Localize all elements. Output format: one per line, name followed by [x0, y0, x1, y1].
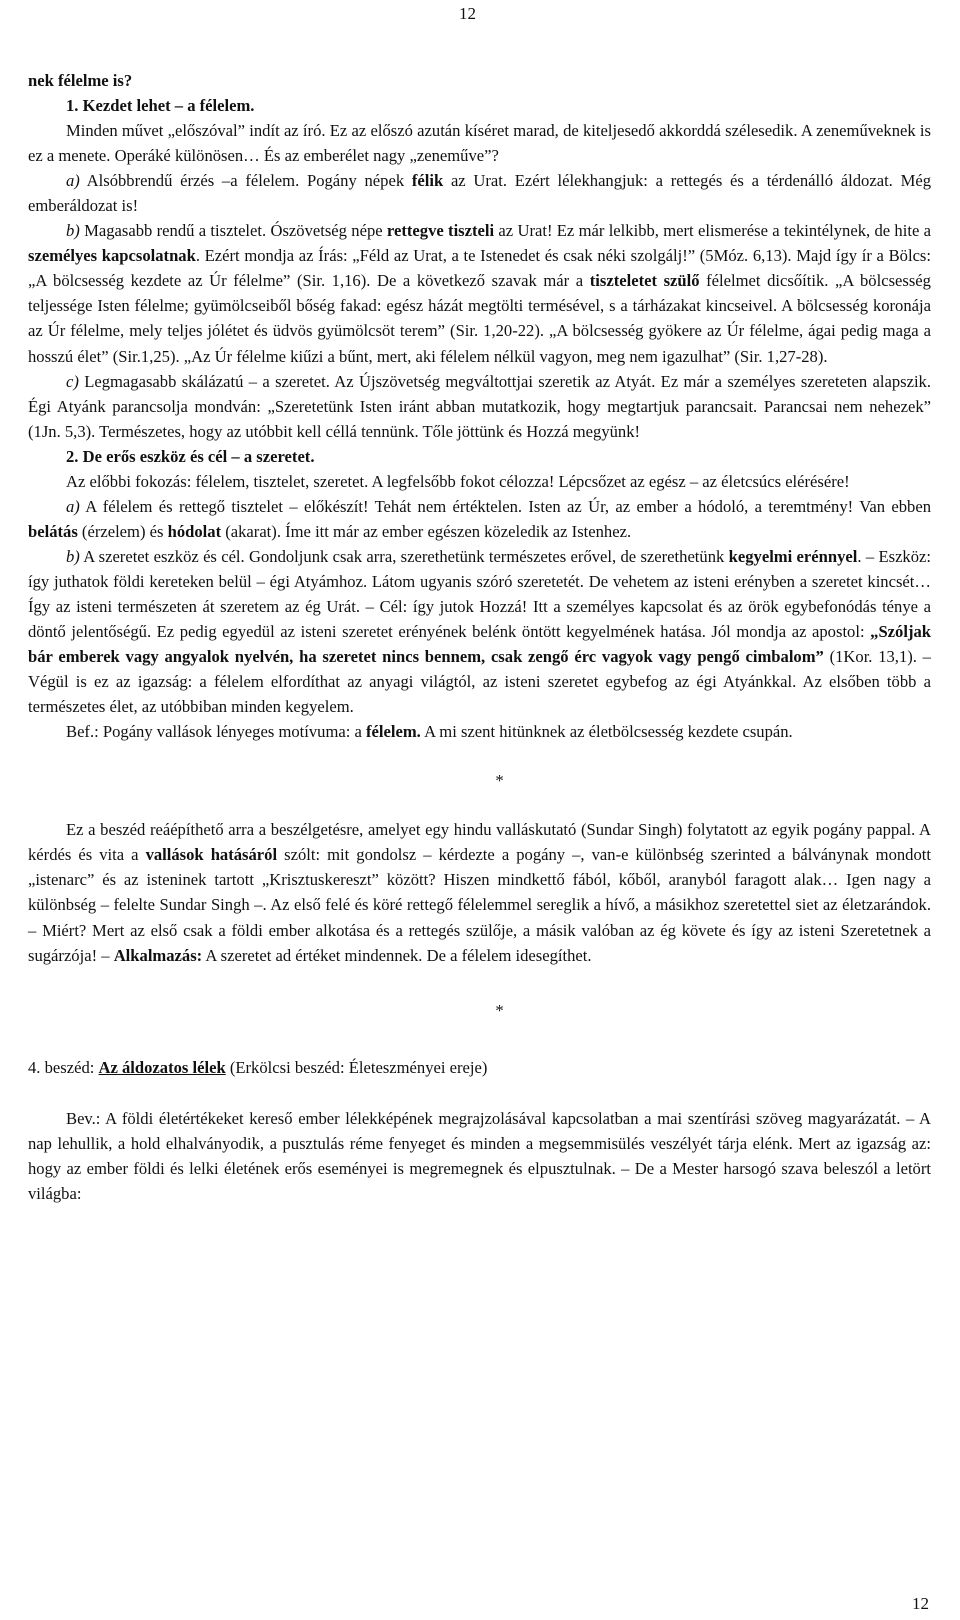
bold-text: tiszteletet szülő — [589, 271, 700, 291]
paragraph: Minden művet „előszóval” indít az író. Ez az előszó azután kíséret marad, de kiteljesedő akkorddá szélesedik. A zeneműveknek is ez a menete. Operáké különösen… És az emberélet nagy „zeneműve”? — [28, 121, 931, 166]
page-number-top: 12 — [459, 4, 476, 23]
bold-text: 2. De erős eszköz és cél – a szeretet. — [66, 446, 315, 466]
list-label: b) — [66, 546, 80, 566]
bold-text: 1. Kezdet lehet – a félelem. — [66, 96, 255, 116]
paragraph: Ez a beszéd reáépíthető arra a beszélgetésre, amelyet egy hindu valláskutató (Sundar Singh) folytatott az egyik pogány pappal. A kérdés és vita a vallások hatásáról szólt: mit gondolsz – kérdezte a pogány –, van-e különbség szerinted a bálványnak mondott „istenarc” és az isteninek tartott „Krisztuskereszt” között? Hiszen mindkettő fából, kőből, aranyból faragott alak… Igen nagy a különbség – felelte Sundar Singh –. Az első felé és köré rettegő félelemmel sereglik a hívő, a másikhoz szeretettel siet az életzarándok. – Miért? Mert az első csak a földi ember alkotása és a rettegés szülője, a másik valóban az ég követe és így az isteni Szeretetnek a sugárzója! – Alkalmazás: A szeretet ad értéket mindennek. De a félelem idesegíthet. — [28, 820, 931, 965]
bold-text: félik — [411, 171, 444, 191]
paragraph — [28, 68, 931, 93]
underlined-title: Az áldozatos lélek — [98, 1057, 226, 1077]
list-label: b) — [66, 221, 80, 241]
paragraph: Bef.: Pogány vallások lényeges motívuma: a félelem. A mi szent hitünknek az életbölcsesség kezdete csupán. — [66, 722, 793, 742]
list-label: c) — [66, 371, 79, 391]
page-number-bottom: 12 — [912, 1594, 929, 1613]
paragraph: a) Alsóbbrendű érzés –a félelem. Pogány népek félik az Urat. Ezért lélekhangjuk: a rettegés és a térdenálló áldozat. Még emberáldozat is! — [28, 171, 931, 216]
bold-text: nek félelme is? — [28, 71, 133, 90]
bold-text: félelem. — [366, 722, 421, 742]
paragraph: Az előbbi fokozás: félelem, tisztelet, szeretet. A legfelsőbb fokot célozza! Lépcsőzet az egész – az életcsúcs elérésére! — [66, 471, 850, 491]
bold-text: Alkalmazás: — [113, 945, 203, 965]
sermon-heading: 4. beszéd: Az áldozatos lélek (Erkölcsi beszéd: Életeszményei ereje) — [28, 1057, 488, 1077]
paragraph: c) Legmagasabb skálázatú – a szeretet. Az Újszövetség megváltottjai szeretik az Atyát. Ez már a személyes szereteten alapszik. Égi Atyánk parancsolja mondván: „Szeretetünk Isten iránt abban mutatkozik, hogy megtartjuk parancsait. Parancsai nem nehezek” (1Jn. 5,3). Természetes, hogy az utóbbit kell céllá tennünk. Tőle jöttünk és Hozzá megyünk! — [28, 371, 931, 441]
paragraph: Bev.: A földi életértékeket kereső ember lélekképének megrajzolásával kapcsolatban a mai szentírási szöveg magyarázatát. – A nap lehullik, a hold elhalványodik, a pusztulás réme fenyeget és minden a megsemmisülés veszélyét tárja elénk. Mert az igazság az: hogy az ember földi és lelki életének erős eseményei is megremegnek és elpusztulnak. – De a Mester harsogó szava beleszól a letört világba: — [28, 1108, 931, 1203]
section-heading — [28, 444, 931, 469]
bold-text: hódolat — [167, 521, 222, 541]
section-separator: * — [495, 1000, 504, 1020]
document-body — [28, 68, 931, 1206]
bold-text: rettegve tiszteli — [386, 221, 495, 241]
paragraph: a) A félelem és rettegő tisztelet – előkészít! Tehát nem értéktelen. Isten az Úr, az ember a hódoló, a teremtmény! Van ebben belátás (érzelem) és hódolat (akarat). Íme itt már az ember egészen közeledik az Istenhez. — [28, 496, 931, 541]
bold-text: belátás — [28, 521, 78, 541]
bold-text: kegyelmi erénnyel — [728, 546, 858, 566]
section-heading — [28, 93, 931, 118]
section-separator: * — [495, 771, 504, 791]
bold-text: „Szóljak bár emberek vagy angyalok nyelvén, ha szeretet nincs bennem, csak zengő érc vagyok vagy pengő cimbalom” — [28, 622, 931, 667]
bold-text: személyes kapcsolatnak — [28, 246, 196, 266]
bold-text: vallások hatásáról — [145, 845, 278, 865]
list-label: a) — [66, 496, 80, 516]
list-label: a) — [66, 171, 80, 191]
paragraph: b) A szeretet eszköz és cél. Gondoljunk csak arra, szerethetünk természetes erővel, de szerethetünk kegyelmi erénnyel. – Eszköz: így juthatok földi kereteken belül – égi Atyámhoz. Látom ugyanis szóró szeretetét. De vehetem az isteni erényben a szeretet kincsét… Így az isteni természeten át szeretem az ég Urát. – Cél: így jutok Hozzá! Itt a személyes kapcsolat és az örök egybefonódás ténye a döntő jelentőségű. Ez pedig egyedül az isteni szeretet erényének belénk öntött kegyelmének hatása. Jól mondja az apostol: „Szóljak bár emberek vagy angyalok nyelvén, ha szeretet nincs bennem, csak zengő érc vagyok vagy pengő cimbalom” (1Kor. 13,1). – Végül is ez az igazság: a félelem elfordíthat az anyagi világtól, az isteni szeretet egybefog az égi Atyánkkal. Az elsőben több a természetes élet, az utóbbiban minden kegyelem. — [28, 546, 932, 717]
paragraph: b) Magasabb rendű a tisztelet. Ószövetség népe rettegve tiszteli az Urat! Ez már lelkibb, mert elismerése a tekintélynek, de hite a személyes kapcsolatnak. Ezért mondja az Írás: „Féld az Urat, a te Istenedet és csak néki szolgálj!” (5Móz. 6,13). Majd így ír a Bölcs: „A bölcsesség kezdete az Úr félelme” (Sir. 1,16). De a következő szavak már a tiszteletet szülő félelmet dicsőítik. „A bölcsesség teljessége Isten félelme; gyümölcseiből bőség fakad: egész házát megtölti termésével, s a tárházakat kincseivel. A bölcsesség koronája az Úr félelme, mely teljes jólétet és üdvös gyümölcsöt terem” (Sir. 1,20-22). „A bölcsesség gyökere az Úr félelme, ágai pedig maga a hosszú élet” (Sir.1,25). „Az Úr félelme kiűzi a bűnt, mert, aki félelem nélkül vagyon, meg nem igazulhat” (Sir. 1,27-28). — [28, 221, 931, 366]
